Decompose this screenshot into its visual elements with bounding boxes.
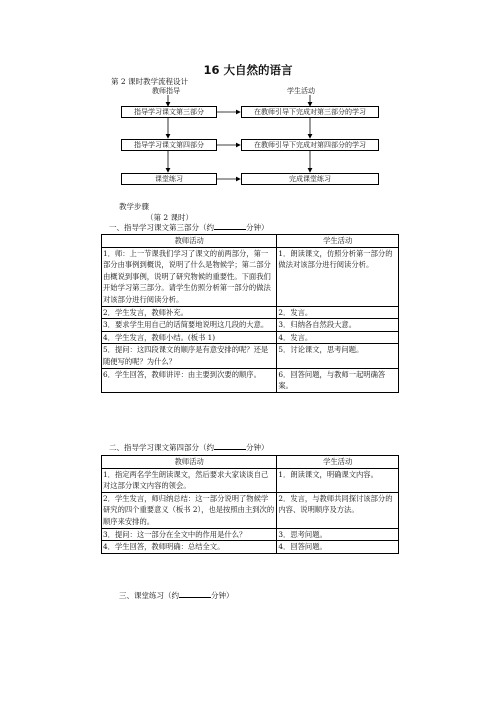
student-cell: 1．朗读课文，仿照分析第一部分的做法对该部分进行阅读分析。	[277, 247, 399, 306]
section1-heading-text: 一、指导学习课文第三部分（约	[109, 223, 214, 232]
section3-heading	[119, 590, 234, 601]
teacher-cell: 5．提问：这四段课文的顺序是有意安排的呢？还是随便写的呢？为什么？	[102, 344, 277, 368]
page-title: 16 大自然的语言	[203, 63, 293, 77]
student-cell: 3．思考问题。	[277, 528, 399, 541]
student-step-2: 在教师引导下完成对第四部分的学习	[241, 139, 379, 151]
teacher-cell: 3．要求学生用自己的话简要地说明这几段的大意。	[102, 319, 277, 332]
teacher-cell: 4．学生发言，教师小结。(板书 1)	[102, 331, 277, 344]
section1-table	[101, 234, 399, 393]
section3-heading-suffix: 分钟）	[211, 591, 234, 600]
col-header-teacher: 教师活动	[102, 235, 277, 248]
teacher-step-1: 指导学习课文第三部分	[121, 106, 217, 118]
teacher-step-3: 课堂练习	[121, 173, 217, 185]
minutes-blank	[179, 590, 211, 598]
table-row	[102, 492, 399, 528]
teacher-column-label: 教师指导	[152, 87, 180, 95]
teacher-cell: 2．学生发言，师归纳总结：这一部分说明了物候学研究的四个重要意义（板书 2），也是按照由主到次的顺序来安排的。	[102, 492, 277, 528]
teacher-cell: 1．师：上一节课我们学习了课文的前两部分，第一部分由事例到概说，说明了什么是物候学；第二部分由概说到事例，说明了研究物候的重要性。下面我们开始学习第三部分。请学生仿照分析第一部分的做法对该部分进行阅读分析。	[102, 247, 277, 306]
section1-heading-suffix: 分钟）	[246, 223, 269, 232]
section2-heading-suffix: 分钟）	[246, 443, 269, 452]
student-cell: 6．回答问题，与教师一起明确答案。	[277, 368, 399, 392]
flow-subtitle: 第 2 课时教学流程设计	[111, 77, 189, 86]
minutes-blank	[214, 442, 246, 450]
table-row	[102, 306, 399, 319]
teacher-cell: 4．学生回答，教师明确：总结全文。	[102, 541, 277, 554]
col-header-student: 学生活动	[277, 456, 399, 469]
table-row	[102, 368, 399, 392]
table-row	[102, 528, 399, 541]
section2-heading	[109, 442, 269, 453]
student-step-1: 在教师引导下完成对第三部分的学习	[241, 106, 379, 118]
student-cell: 4．发言。	[277, 331, 399, 344]
section2-heading-text: 二、指导学习课文第四部分（约	[109, 443, 214, 452]
section3-heading-text: 三、课堂练习（约	[119, 591, 179, 600]
table-row	[102, 541, 399, 554]
minutes-blank	[214, 222, 246, 230]
steps-heading: 教学步骤	[119, 202, 149, 211]
student-cell: 3．归纳各自然段大意。	[277, 319, 399, 332]
table-row	[102, 344, 399, 368]
teacher-cell: 2．学生发言，教师补充。	[102, 306, 277, 319]
section2-table	[101, 455, 399, 554]
student-cell: 1．朗读课文，明确课文内容。	[277, 468, 399, 492]
table-row	[102, 247, 399, 306]
col-header-student: 学生活动	[277, 235, 399, 248]
table-row	[102, 319, 399, 332]
student-column-label: 学生活动	[287, 87, 315, 95]
section1-heading	[109, 222, 269, 233]
teacher-cell: 3．提问：这一部分在全文中的作用是什么？	[102, 528, 277, 541]
student-step-3: 完成课堂练习	[241, 173, 379, 185]
col-header-teacher: 教师活动	[102, 456, 277, 469]
teacher-cell: 6．学生回答，教师讲评：由主要到次要的顺序。	[102, 368, 277, 392]
lesson-label: （第 2 课时）	[146, 213, 194, 222]
student-cell: 5．讨论课文，思考问题。	[277, 344, 399, 368]
table-row	[102, 468, 399, 492]
teacher-cell: 1．指定两名学生朗读课文，然后要求大家谈谈自己对这部分课文内容的领会。	[102, 468, 277, 492]
table-row	[102, 331, 399, 344]
student-cell: 2．发言。	[277, 306, 399, 319]
flow-arrows	[0, 0, 496, 200]
student-cell: 4．回答问题。	[277, 541, 399, 554]
teacher-step-2: 指导学习课文第四部分	[121, 139, 217, 151]
student-cell: 2．发言，与教师共同探讨该部分的内容、说明顺序及方法。	[277, 492, 399, 528]
